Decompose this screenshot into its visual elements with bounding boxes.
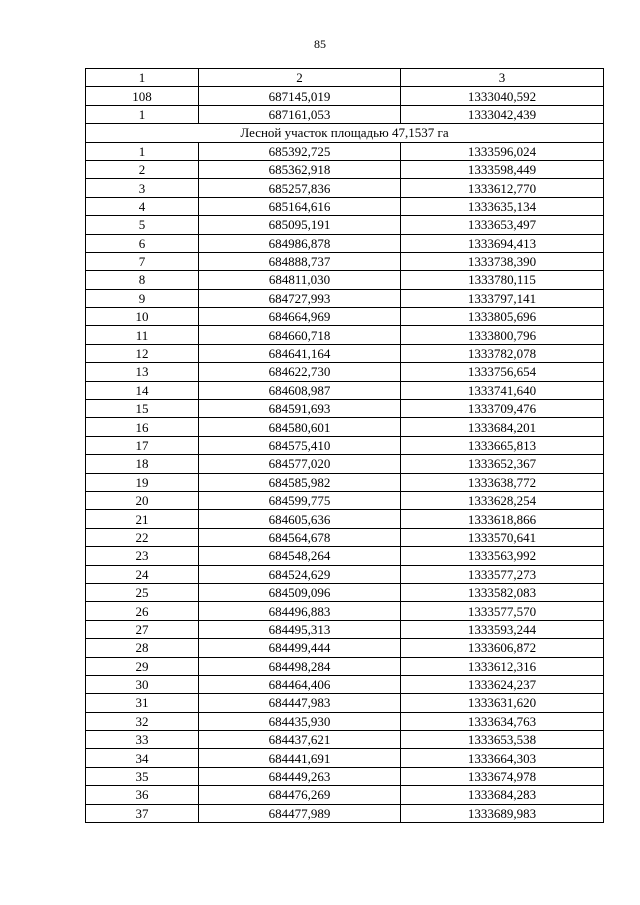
y-coordinate-cell: 1333612,770 bbox=[401, 179, 604, 197]
y-coordinate-cell: 1333618,866 bbox=[401, 510, 604, 528]
x-coordinate-cell: 684441,691 bbox=[199, 749, 401, 767]
x-coordinate-cell: 684664,969 bbox=[199, 308, 401, 326]
x-coordinate-cell: 684564,678 bbox=[199, 528, 401, 546]
x-coordinate-cell: 687161,053 bbox=[199, 105, 401, 123]
point-number-cell: 12 bbox=[86, 344, 199, 362]
point-number-cell: 13 bbox=[86, 363, 199, 381]
y-coordinate-cell: 1333741,640 bbox=[401, 381, 604, 399]
y-coordinate-cell: 1333694,413 bbox=[401, 234, 604, 252]
x-coordinate-cell: 685095,191 bbox=[199, 216, 401, 234]
y-coordinate-cell: 1333652,367 bbox=[401, 455, 604, 473]
table-row bbox=[86, 87, 604, 105]
x-coordinate-cell: 684499,444 bbox=[199, 639, 401, 657]
table-row bbox=[86, 271, 604, 289]
y-coordinate-cell: 1333689,983 bbox=[401, 804, 604, 822]
y-coordinate-cell: 1333709,476 bbox=[401, 400, 604, 418]
point-number-cell: 30 bbox=[86, 675, 199, 693]
table-row bbox=[86, 583, 604, 601]
table-row bbox=[86, 344, 604, 362]
point-number-cell: 5 bbox=[86, 216, 199, 234]
coordinates-table-body bbox=[86, 69, 604, 823]
y-coordinate-cell: 1333635,134 bbox=[401, 197, 604, 215]
table-row bbox=[86, 363, 604, 381]
table-row bbox=[86, 308, 604, 326]
y-coordinate-cell: 1333780,115 bbox=[401, 271, 604, 289]
point-number-cell: 27 bbox=[86, 620, 199, 638]
x-coordinate-cell: 687145,019 bbox=[199, 87, 401, 105]
table-row bbox=[86, 657, 604, 675]
page-number: 85 bbox=[314, 37, 326, 51]
point-number-cell: 7 bbox=[86, 252, 199, 270]
table-row bbox=[86, 105, 604, 123]
x-coordinate-cell: 684622,730 bbox=[199, 363, 401, 381]
y-coordinate-cell: 1333563,992 bbox=[401, 547, 604, 565]
table-row bbox=[86, 234, 604, 252]
x-coordinate-cell: 684605,636 bbox=[199, 510, 401, 528]
x-coordinate-cell: 684591,693 bbox=[199, 400, 401, 418]
x-coordinate-cell: 684641,164 bbox=[199, 344, 401, 362]
point-number-cell: 26 bbox=[86, 602, 199, 620]
point-number-cell: 24 bbox=[86, 565, 199, 583]
point-number-cell: 34 bbox=[86, 749, 199, 767]
y-coordinate-cell: 1333624,237 bbox=[401, 675, 604, 693]
y-coordinate-cell: 1333638,772 bbox=[401, 473, 604, 491]
x-coordinate-cell: 684577,020 bbox=[199, 455, 401, 473]
x-coordinate-cell: 684447,983 bbox=[199, 694, 401, 712]
table-row bbox=[86, 528, 604, 546]
table-row bbox=[86, 400, 604, 418]
point-number-cell: 108 bbox=[86, 87, 199, 105]
y-coordinate-cell: 1333628,254 bbox=[401, 491, 604, 509]
y-coordinate-cell: 1333805,696 bbox=[401, 308, 604, 326]
section-title: Лесной участок площадью 47,1537 га bbox=[86, 124, 604, 142]
y-coordinate-cell: 1333570,641 bbox=[401, 528, 604, 546]
x-coordinate-cell: 684548,264 bbox=[199, 547, 401, 565]
y-coordinate-cell: 1333797,141 bbox=[401, 289, 604, 307]
y-coordinate-cell: 1333577,570 bbox=[401, 602, 604, 620]
x-coordinate-cell: 684435,930 bbox=[199, 712, 401, 730]
point-number-cell: 6 bbox=[86, 234, 199, 252]
table-row bbox=[86, 455, 604, 473]
point-number-cell: 23 bbox=[86, 547, 199, 565]
table-row bbox=[86, 639, 604, 657]
point-number-cell: 21 bbox=[86, 510, 199, 528]
x-coordinate-cell: 684580,601 bbox=[199, 418, 401, 436]
x-coordinate-cell: 684888,737 bbox=[199, 252, 401, 270]
table-row bbox=[86, 675, 604, 693]
y-coordinate-cell: 1333593,244 bbox=[401, 620, 604, 638]
y-coordinate-cell: 1333634,763 bbox=[401, 712, 604, 730]
y-coordinate-cell: 1333684,283 bbox=[401, 786, 604, 804]
table-row bbox=[86, 252, 604, 270]
point-number-cell: 1 bbox=[86, 105, 199, 123]
x-coordinate-cell: 684811,030 bbox=[199, 271, 401, 289]
table-row bbox=[86, 786, 604, 804]
x-coordinate-cell: 684437,621 bbox=[199, 731, 401, 749]
point-number-cell: 19 bbox=[86, 473, 199, 491]
table-row bbox=[86, 381, 604, 399]
x-coordinate-cell: 684498,284 bbox=[199, 657, 401, 675]
table-row bbox=[86, 197, 604, 215]
point-number-cell: 4 bbox=[86, 197, 199, 215]
y-coordinate-cell: 1333684,201 bbox=[401, 418, 604, 436]
y-coordinate-cell: 1333582,083 bbox=[401, 583, 604, 601]
point-number-cell: 17 bbox=[86, 436, 199, 454]
point-number-cell: 25 bbox=[86, 583, 199, 601]
table-row bbox=[86, 731, 604, 749]
point-number-cell: 9 bbox=[86, 289, 199, 307]
header-cell-1: 1 bbox=[86, 69, 199, 87]
x-coordinate-cell: 684727,993 bbox=[199, 289, 401, 307]
table-row bbox=[86, 565, 604, 583]
table-row bbox=[86, 510, 604, 528]
point-number-cell: 11 bbox=[86, 326, 199, 344]
y-coordinate-cell: 1333606,872 bbox=[401, 639, 604, 657]
point-number-cell: 1 bbox=[86, 142, 199, 160]
point-number-cell: 28 bbox=[86, 639, 199, 657]
table-row bbox=[86, 767, 604, 785]
x-coordinate-cell: 684495,313 bbox=[199, 620, 401, 638]
x-coordinate-cell: 685257,836 bbox=[199, 179, 401, 197]
point-number-cell: 33 bbox=[86, 731, 199, 749]
table-row bbox=[86, 142, 604, 160]
point-number-cell: 32 bbox=[86, 712, 199, 730]
point-number-cell: 35 bbox=[86, 767, 199, 785]
point-number-cell: 14 bbox=[86, 381, 199, 399]
x-coordinate-cell: 684509,096 bbox=[199, 583, 401, 601]
y-coordinate-cell: 1333800,796 bbox=[401, 326, 604, 344]
x-coordinate-cell: 684477,989 bbox=[199, 804, 401, 822]
point-number-cell: 2 bbox=[86, 160, 199, 178]
y-coordinate-cell: 1333782,078 bbox=[401, 344, 604, 362]
table-row bbox=[86, 216, 604, 234]
table-row bbox=[86, 179, 604, 197]
section-title-row bbox=[86, 124, 604, 142]
table-row bbox=[86, 547, 604, 565]
x-coordinate-cell: 684608,987 bbox=[199, 381, 401, 399]
point-number-cell: 37 bbox=[86, 804, 199, 822]
table-row bbox=[86, 473, 604, 491]
x-coordinate-cell: 684575,410 bbox=[199, 436, 401, 454]
coordinates-table bbox=[85, 68, 604, 823]
y-coordinate-cell: 1333664,303 bbox=[401, 749, 604, 767]
point-number-cell: 15 bbox=[86, 400, 199, 418]
table-row bbox=[86, 160, 604, 178]
table-row bbox=[86, 694, 604, 712]
y-coordinate-cell: 1333738,390 bbox=[401, 252, 604, 270]
table-row bbox=[86, 289, 604, 307]
x-coordinate-cell: 684476,269 bbox=[199, 786, 401, 804]
x-coordinate-cell: 685392,725 bbox=[199, 142, 401, 160]
x-coordinate-cell: 684660,718 bbox=[199, 326, 401, 344]
point-number-cell: 36 bbox=[86, 786, 199, 804]
table-row bbox=[86, 620, 604, 638]
point-number-cell: 31 bbox=[86, 694, 199, 712]
y-coordinate-cell: 1333653,497 bbox=[401, 216, 604, 234]
point-number-cell: 22 bbox=[86, 528, 199, 546]
y-coordinate-cell: 1333653,538 bbox=[401, 731, 604, 749]
header-cell-2: 2 bbox=[199, 69, 401, 87]
x-coordinate-cell: 685362,918 bbox=[199, 160, 401, 178]
x-coordinate-cell: 684449,263 bbox=[199, 767, 401, 785]
x-coordinate-cell: 685164,616 bbox=[199, 197, 401, 215]
point-number-cell: 20 bbox=[86, 491, 199, 509]
y-coordinate-cell: 1333042,439 bbox=[401, 105, 604, 123]
point-number-cell: 18 bbox=[86, 455, 199, 473]
point-number-cell: 10 bbox=[86, 308, 199, 326]
y-coordinate-cell: 1333631,620 bbox=[401, 694, 604, 712]
x-coordinate-cell: 684524,629 bbox=[199, 565, 401, 583]
table-header-row bbox=[86, 69, 604, 87]
x-coordinate-cell: 684599,775 bbox=[199, 491, 401, 509]
table-row bbox=[86, 436, 604, 454]
point-number-cell: 29 bbox=[86, 657, 199, 675]
y-coordinate-cell: 1333040,592 bbox=[401, 87, 604, 105]
table-row bbox=[86, 491, 604, 509]
table-row bbox=[86, 712, 604, 730]
x-coordinate-cell: 684464,406 bbox=[199, 675, 401, 693]
y-coordinate-cell: 1333598,449 bbox=[401, 160, 604, 178]
point-number-cell: 16 bbox=[86, 418, 199, 436]
y-coordinate-cell: 1333674,978 bbox=[401, 767, 604, 785]
table-row bbox=[86, 418, 604, 436]
x-coordinate-cell: 684986,878 bbox=[199, 234, 401, 252]
header-cell-3: 3 bbox=[401, 69, 604, 87]
table-row bbox=[86, 602, 604, 620]
table-row bbox=[86, 326, 604, 344]
x-coordinate-cell: 684496,883 bbox=[199, 602, 401, 620]
y-coordinate-cell: 1333596,024 bbox=[401, 142, 604, 160]
y-coordinate-cell: 1333612,316 bbox=[401, 657, 604, 675]
point-number-cell: 8 bbox=[86, 271, 199, 289]
table-row bbox=[86, 804, 604, 822]
point-number-cell: 3 bbox=[86, 179, 199, 197]
table-row bbox=[86, 749, 604, 767]
y-coordinate-cell: 1333665,813 bbox=[401, 436, 604, 454]
x-coordinate-cell: 684585,982 bbox=[199, 473, 401, 491]
y-coordinate-cell: 1333756,654 bbox=[401, 363, 604, 381]
y-coordinate-cell: 1333577,273 bbox=[401, 565, 604, 583]
